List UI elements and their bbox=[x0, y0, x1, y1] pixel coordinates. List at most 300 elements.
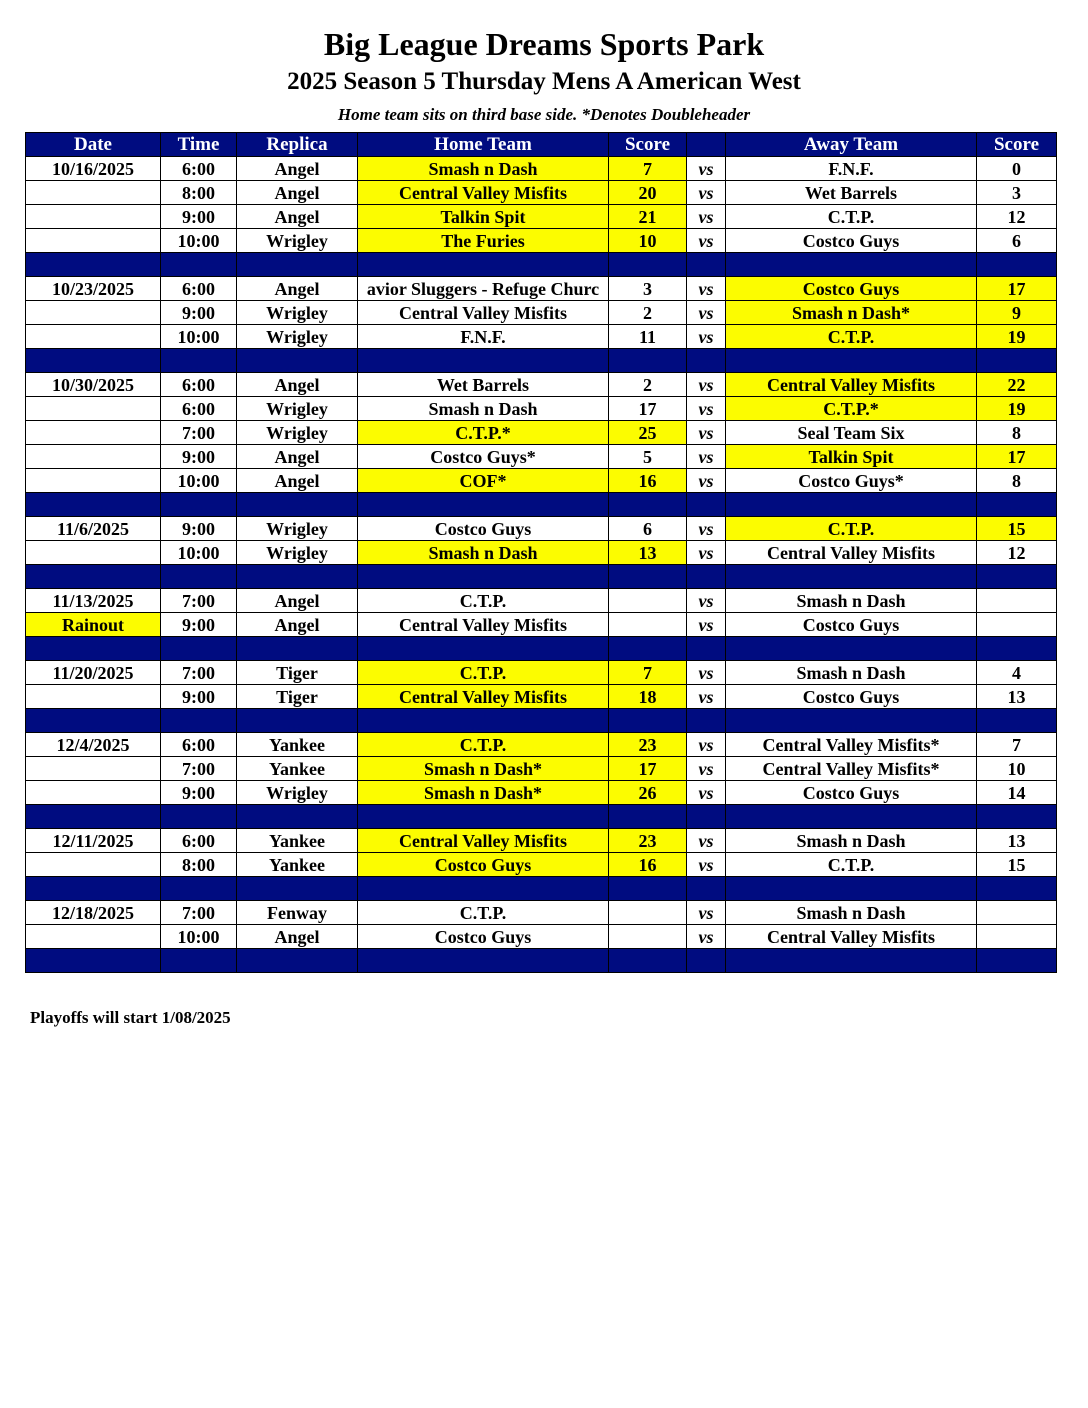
vs-cell: vs bbox=[687, 421, 726, 445]
date-cell bbox=[26, 685, 161, 709]
home-score-cell: 16 bbox=[609, 853, 687, 877]
date-cell: 10/30/2025 bbox=[26, 373, 161, 397]
spacer-cell bbox=[609, 637, 687, 661]
home-score-cell: 16 bbox=[609, 469, 687, 493]
vs-cell: vs bbox=[687, 517, 726, 541]
spacer-cell bbox=[726, 637, 977, 661]
replica-cell: Angel bbox=[237, 925, 358, 949]
away-team-cell: C.T.P. bbox=[726, 517, 977, 541]
away-score-cell: 19 bbox=[977, 397, 1057, 421]
replica-cell: Tiger bbox=[237, 685, 358, 709]
replica-cell: Angel bbox=[237, 181, 358, 205]
table-row bbox=[26, 541, 1057, 565]
time-cell: 9:00 bbox=[161, 301, 237, 325]
vs-cell: vs bbox=[687, 325, 726, 349]
spacer-cell bbox=[358, 493, 609, 517]
table-row bbox=[26, 853, 1057, 877]
home-team-cell: COF* bbox=[358, 469, 609, 493]
spacer-cell bbox=[358, 877, 609, 901]
replica-cell: Wrigley bbox=[237, 325, 358, 349]
table-row bbox=[26, 469, 1057, 493]
column-header-away-score: Score bbox=[977, 133, 1057, 157]
spacer-row bbox=[26, 349, 1057, 373]
replica-cell: Yankee bbox=[237, 829, 358, 853]
playoffs-note: Playoffs will start 1/08/2025 bbox=[30, 1008, 231, 1027]
table-row bbox=[26, 277, 1057, 301]
vs-cell: vs bbox=[687, 181, 726, 205]
spacer-cell bbox=[26, 565, 161, 589]
away-score-cell: 4 bbox=[977, 661, 1057, 685]
home-score-cell: 7 bbox=[609, 661, 687, 685]
time-cell: 8:00 bbox=[161, 181, 237, 205]
spacer-cell bbox=[609, 253, 687, 277]
away-team-cell: Central Valley Misfits* bbox=[726, 733, 977, 757]
home-team-cell: C.T.P. bbox=[358, 661, 609, 685]
spacer-cell bbox=[358, 565, 609, 589]
replica-cell: Wrigley bbox=[237, 517, 358, 541]
replica-cell: Yankee bbox=[237, 853, 358, 877]
spacer-row bbox=[26, 709, 1057, 733]
spacer-cell bbox=[237, 637, 358, 661]
away-team-cell: Central Valley Misfits bbox=[726, 541, 977, 565]
away-score-cell: 10 bbox=[977, 757, 1057, 781]
away-score-cell bbox=[977, 925, 1057, 949]
spacer-cell bbox=[609, 493, 687, 517]
time-cell: 9:00 bbox=[161, 685, 237, 709]
spacer-cell bbox=[726, 349, 977, 373]
replica-cell: Angel bbox=[237, 445, 358, 469]
spacer-cell bbox=[237, 877, 358, 901]
date-cell: 11/6/2025 bbox=[26, 517, 161, 541]
spacer-cell bbox=[687, 493, 726, 517]
time-cell: 9:00 bbox=[161, 613, 237, 637]
table-row bbox=[26, 301, 1057, 325]
home-team-cell: Talkin Spit bbox=[358, 205, 609, 229]
spacer-row bbox=[26, 805, 1057, 829]
spacer-cell bbox=[26, 349, 161, 373]
home-team-cell: The Furies bbox=[358, 229, 609, 253]
home-score-cell: 17 bbox=[609, 757, 687, 781]
spacer-cell bbox=[358, 637, 609, 661]
vs-cell: vs bbox=[687, 445, 726, 469]
time-cell: 10:00 bbox=[161, 325, 237, 349]
home-score-cell: 2 bbox=[609, 373, 687, 397]
time-cell: 8:00 bbox=[161, 853, 237, 877]
spacer-row bbox=[26, 877, 1057, 901]
time-cell: 10:00 bbox=[161, 541, 237, 565]
home-score-cell: 23 bbox=[609, 829, 687, 853]
replica-cell: Wrigley bbox=[237, 301, 358, 325]
spacer-cell bbox=[26, 493, 161, 517]
home-score-cell: 3 bbox=[609, 277, 687, 301]
spacer-cell bbox=[609, 877, 687, 901]
home-team-cell: avior Sluggers - Refuge Churc bbox=[358, 277, 609, 301]
away-team-cell: F.N.F. bbox=[726, 157, 977, 181]
spacer-cell bbox=[609, 349, 687, 373]
spacer-cell bbox=[161, 805, 237, 829]
table-row bbox=[26, 733, 1057, 757]
spacer-cell bbox=[26, 805, 161, 829]
home-team-cell: C.T.P.* bbox=[358, 421, 609, 445]
spacer-cell bbox=[687, 637, 726, 661]
spacer-row bbox=[26, 637, 1057, 661]
date-cell: 10/16/2025 bbox=[26, 157, 161, 181]
date-cell: Rainout bbox=[26, 613, 161, 637]
vs-cell: vs bbox=[687, 373, 726, 397]
time-cell: 6:00 bbox=[161, 157, 237, 181]
spacer-cell bbox=[609, 805, 687, 829]
away-team-cell: Smash n Dash bbox=[726, 661, 977, 685]
home-score-cell bbox=[609, 613, 687, 637]
home-team-cell: Central Valley Misfits bbox=[358, 829, 609, 853]
spacer-cell bbox=[687, 877, 726, 901]
time-cell: 6:00 bbox=[161, 397, 237, 421]
home-team-cell: F.N.F. bbox=[358, 325, 609, 349]
table-row bbox=[26, 325, 1057, 349]
vs-cell: vs bbox=[687, 733, 726, 757]
vs-cell: vs bbox=[687, 925, 726, 949]
away-score-cell: 8 bbox=[977, 469, 1057, 493]
away-score-cell: 8 bbox=[977, 421, 1057, 445]
spacer-cell bbox=[609, 949, 687, 973]
column-header-vs bbox=[687, 133, 726, 157]
schedule-body bbox=[26, 157, 1057, 973]
date-cell: 12/18/2025 bbox=[26, 901, 161, 925]
table-row bbox=[26, 445, 1057, 469]
home-score-cell: 11 bbox=[609, 325, 687, 349]
away-score-cell: 19 bbox=[977, 325, 1057, 349]
table-row bbox=[26, 157, 1057, 181]
home-score-cell: 13 bbox=[609, 541, 687, 565]
spacer-cell bbox=[977, 637, 1057, 661]
vs-cell: vs bbox=[687, 901, 726, 925]
away-score-cell: 9 bbox=[977, 301, 1057, 325]
table-row bbox=[26, 613, 1057, 637]
replica-cell: Wrigley bbox=[237, 229, 358, 253]
vs-cell: vs bbox=[687, 541, 726, 565]
away-score-cell bbox=[977, 589, 1057, 613]
home-team-cell: Wet Barrels bbox=[358, 373, 609, 397]
home-team-cell: Smash n Dash bbox=[358, 397, 609, 421]
time-cell: 7:00 bbox=[161, 421, 237, 445]
date-cell bbox=[26, 541, 161, 565]
column-header-time: Time bbox=[161, 133, 237, 157]
away-team-cell: Central Valley Misfits bbox=[726, 373, 977, 397]
spacer-cell bbox=[687, 805, 726, 829]
spacer-cell bbox=[726, 805, 977, 829]
spacer-cell bbox=[161, 949, 237, 973]
time-cell: 10:00 bbox=[161, 469, 237, 493]
table-row bbox=[26, 829, 1057, 853]
date-cell: 11/20/2025 bbox=[26, 661, 161, 685]
vs-cell: vs bbox=[687, 757, 726, 781]
home-team-cell: Central Valley Misfits bbox=[358, 181, 609, 205]
vs-cell: vs bbox=[687, 781, 726, 805]
spacer-cell bbox=[687, 349, 726, 373]
spacer-cell bbox=[358, 709, 609, 733]
home-team-cell: Smash n Dash bbox=[358, 541, 609, 565]
table-row bbox=[26, 685, 1057, 709]
replica-cell: Angel bbox=[237, 157, 358, 181]
home-team-cell: Central Valley Misfits bbox=[358, 613, 609, 637]
spacer-cell bbox=[26, 637, 161, 661]
date-cell: 12/11/2025 bbox=[26, 829, 161, 853]
spacer-cell bbox=[977, 565, 1057, 589]
time-cell: 9:00 bbox=[161, 205, 237, 229]
away-team-cell: C.T.P. bbox=[726, 205, 977, 229]
away-team-cell: Talkin Spit bbox=[726, 445, 977, 469]
home-team-cell: Central Valley Misfits bbox=[358, 685, 609, 709]
time-cell: 6:00 bbox=[161, 829, 237, 853]
table-row bbox=[26, 205, 1057, 229]
replica-cell: Fenway bbox=[237, 901, 358, 925]
vs-cell: vs bbox=[687, 205, 726, 229]
away-team-cell: Costco Guys bbox=[726, 613, 977, 637]
vs-cell: vs bbox=[687, 829, 726, 853]
spacer-row bbox=[26, 565, 1057, 589]
replica-cell: Yankee bbox=[237, 733, 358, 757]
away-score-cell: 15 bbox=[977, 853, 1057, 877]
home-score-cell: 10 bbox=[609, 229, 687, 253]
away-score-cell bbox=[977, 613, 1057, 637]
spacer-cell bbox=[237, 253, 358, 277]
spacer-cell bbox=[977, 709, 1057, 733]
spacer-cell bbox=[726, 565, 977, 589]
table-row bbox=[26, 781, 1057, 805]
time-cell: 7:00 bbox=[161, 589, 237, 613]
spacer-cell bbox=[237, 805, 358, 829]
away-team-cell: Central Valley Misfits bbox=[726, 925, 977, 949]
spacer-cell bbox=[977, 877, 1057, 901]
spacer-cell bbox=[726, 253, 977, 277]
spacer-cell bbox=[726, 949, 977, 973]
time-cell: 7:00 bbox=[161, 757, 237, 781]
away-score-cell: 14 bbox=[977, 781, 1057, 805]
column-header-replica: Replica bbox=[237, 133, 358, 157]
spacer-cell bbox=[161, 349, 237, 373]
away-score-cell bbox=[977, 901, 1057, 925]
column-header-away-team: Away Team bbox=[726, 133, 977, 157]
replica-cell: Angel bbox=[237, 469, 358, 493]
time-cell: 6:00 bbox=[161, 373, 237, 397]
schedule-table bbox=[25, 132, 1057, 973]
replica-cell: Angel bbox=[237, 205, 358, 229]
away-score-cell: 3 bbox=[977, 181, 1057, 205]
away-team-cell: Smash n Dash bbox=[726, 589, 977, 613]
away-team-cell: C.T.P. bbox=[726, 853, 977, 877]
replica-cell: Angel bbox=[237, 277, 358, 301]
replica-cell: Angel bbox=[237, 373, 358, 397]
home-score-cell: 17 bbox=[609, 397, 687, 421]
table-row bbox=[26, 517, 1057, 541]
date-cell bbox=[26, 421, 161, 445]
home-team-cell: Costco Guys bbox=[358, 853, 609, 877]
home-score-cell: 7 bbox=[609, 157, 687, 181]
spacer-cell bbox=[726, 877, 977, 901]
spacer-cell bbox=[237, 949, 358, 973]
date-cell bbox=[26, 325, 161, 349]
replica-cell: Angel bbox=[237, 613, 358, 637]
date-cell bbox=[26, 397, 161, 421]
home-team-cell: Costco Guys* bbox=[358, 445, 609, 469]
spacer-cell bbox=[687, 949, 726, 973]
away-team-cell: Costco Guys bbox=[726, 277, 977, 301]
date-cell bbox=[26, 925, 161, 949]
away-score-cell: 12 bbox=[977, 541, 1057, 565]
column-header-home-score: Score bbox=[609, 133, 687, 157]
away-team-cell: C.T.P. bbox=[726, 325, 977, 349]
spacer-row bbox=[26, 253, 1057, 277]
spacer-cell bbox=[161, 637, 237, 661]
home-team-cell: Central Valley Misfits bbox=[358, 301, 609, 325]
home-score-cell: 2 bbox=[609, 301, 687, 325]
replica-cell: Wrigley bbox=[237, 421, 358, 445]
spacer-cell bbox=[161, 493, 237, 517]
date-cell: 10/23/2025 bbox=[26, 277, 161, 301]
spacer-cell bbox=[726, 709, 977, 733]
table-row bbox=[26, 901, 1057, 925]
time-cell: 9:00 bbox=[161, 517, 237, 541]
home-team-cell: C.T.P. bbox=[358, 901, 609, 925]
vs-cell: vs bbox=[687, 277, 726, 301]
home-team-cell: Costco Guys bbox=[358, 925, 609, 949]
spacer-cell bbox=[237, 709, 358, 733]
time-cell: 9:00 bbox=[161, 445, 237, 469]
replica-cell: Tiger bbox=[237, 661, 358, 685]
away-team-cell: Costco Guys bbox=[726, 685, 977, 709]
table-row bbox=[26, 373, 1057, 397]
time-cell: 6:00 bbox=[161, 733, 237, 757]
vs-cell: vs bbox=[687, 853, 726, 877]
spacer-cell bbox=[161, 565, 237, 589]
vs-cell: vs bbox=[687, 301, 726, 325]
date-cell bbox=[26, 229, 161, 253]
replica-cell: Wrigley bbox=[237, 541, 358, 565]
home-score-cell: 18 bbox=[609, 685, 687, 709]
spacer-cell bbox=[26, 709, 161, 733]
spacer-cell bbox=[26, 877, 161, 901]
away-score-cell: 15 bbox=[977, 517, 1057, 541]
away-score-cell: 0 bbox=[977, 157, 1057, 181]
spacer-cell bbox=[977, 805, 1057, 829]
table-row bbox=[26, 229, 1057, 253]
home-team-cell: Smash n Dash* bbox=[358, 781, 609, 805]
replica-cell: Wrigley bbox=[237, 397, 358, 421]
replica-cell: Yankee bbox=[237, 757, 358, 781]
page-title: Big League Dreams Sports Park bbox=[323, 26, 765, 62]
home-team-cell: Smash n Dash* bbox=[358, 757, 609, 781]
table-row bbox=[26, 925, 1057, 949]
home-score-cell bbox=[609, 589, 687, 613]
spacer-cell bbox=[161, 709, 237, 733]
home-score-cell: 21 bbox=[609, 205, 687, 229]
time-cell: 7:00 bbox=[161, 661, 237, 685]
home-score-cell: 23 bbox=[609, 733, 687, 757]
spacer-cell bbox=[358, 805, 609, 829]
time-cell: 7:00 bbox=[161, 901, 237, 925]
spacer-cell bbox=[977, 349, 1057, 373]
spacer-row bbox=[26, 493, 1057, 517]
vs-cell: vs bbox=[687, 157, 726, 181]
spacer-cell bbox=[977, 493, 1057, 517]
away-score-cell: 7 bbox=[977, 733, 1057, 757]
time-cell: 9:00 bbox=[161, 781, 237, 805]
page-subtitle: 2025 Season 5 Thursday Mens A American West bbox=[287, 68, 801, 95]
spacer-cell bbox=[237, 349, 358, 373]
table-row bbox=[26, 757, 1057, 781]
vs-cell: vs bbox=[687, 685, 726, 709]
home-score-cell bbox=[609, 901, 687, 925]
date-cell bbox=[26, 853, 161, 877]
vs-cell: vs bbox=[687, 229, 726, 253]
vs-cell: vs bbox=[687, 397, 726, 421]
date-cell bbox=[26, 757, 161, 781]
date-cell bbox=[26, 445, 161, 469]
spacer-cell bbox=[687, 253, 726, 277]
schedule-note: Home team sits on third base side. *Denotes Doubleheader bbox=[337, 105, 751, 124]
home-score-cell: 25 bbox=[609, 421, 687, 445]
spacer-cell bbox=[687, 709, 726, 733]
spacer-cell bbox=[609, 709, 687, 733]
table-header-row bbox=[26, 133, 1057, 157]
date-cell: 12/4/2025 bbox=[26, 733, 161, 757]
vs-cell: vs bbox=[687, 661, 726, 685]
away-score-cell: 17 bbox=[977, 445, 1057, 469]
away-team-cell: Smash n Dash bbox=[726, 829, 977, 853]
home-team-cell: Smash n Dash bbox=[358, 157, 609, 181]
spacer-cell bbox=[726, 493, 977, 517]
table-row bbox=[26, 397, 1057, 421]
table-row bbox=[26, 589, 1057, 613]
spacer-cell bbox=[687, 565, 726, 589]
spacer-cell bbox=[609, 565, 687, 589]
home-score-cell: 20 bbox=[609, 181, 687, 205]
spacer-cell bbox=[358, 253, 609, 277]
away-team-cell: Smash n Dash* bbox=[726, 301, 977, 325]
date-cell bbox=[26, 469, 161, 493]
table-row bbox=[26, 661, 1057, 685]
away-team-cell: Central Valley Misfits* bbox=[726, 757, 977, 781]
table-row bbox=[26, 421, 1057, 445]
spacer-cell bbox=[161, 253, 237, 277]
away-score-cell: 6 bbox=[977, 229, 1057, 253]
time-cell: 10:00 bbox=[161, 925, 237, 949]
date-cell: 11/13/2025 bbox=[26, 589, 161, 613]
column-header-home-team: Home Team bbox=[358, 133, 609, 157]
date-cell bbox=[26, 205, 161, 229]
spacer-cell bbox=[26, 949, 161, 973]
away-score-cell: 13 bbox=[977, 685, 1057, 709]
date-cell bbox=[26, 301, 161, 325]
spacer-row bbox=[26, 949, 1057, 973]
table-row bbox=[26, 181, 1057, 205]
spacer-cell bbox=[237, 565, 358, 589]
column-header-date: Date bbox=[26, 133, 161, 157]
away-team-cell: Costco Guys bbox=[726, 781, 977, 805]
away-team-cell: Costco Guys bbox=[726, 229, 977, 253]
home-score-cell: 26 bbox=[609, 781, 687, 805]
away-score-cell: 13 bbox=[977, 829, 1057, 853]
spacer-cell bbox=[977, 253, 1057, 277]
time-cell: 6:00 bbox=[161, 277, 237, 301]
spacer-cell bbox=[237, 493, 358, 517]
away-team-cell: Wet Barrels bbox=[726, 181, 977, 205]
date-cell bbox=[26, 181, 161, 205]
away-team-cell: Costco Guys* bbox=[726, 469, 977, 493]
home-score-cell: 6 bbox=[609, 517, 687, 541]
spacer-cell bbox=[358, 949, 609, 973]
away-team-cell: Smash n Dash bbox=[726, 901, 977, 925]
